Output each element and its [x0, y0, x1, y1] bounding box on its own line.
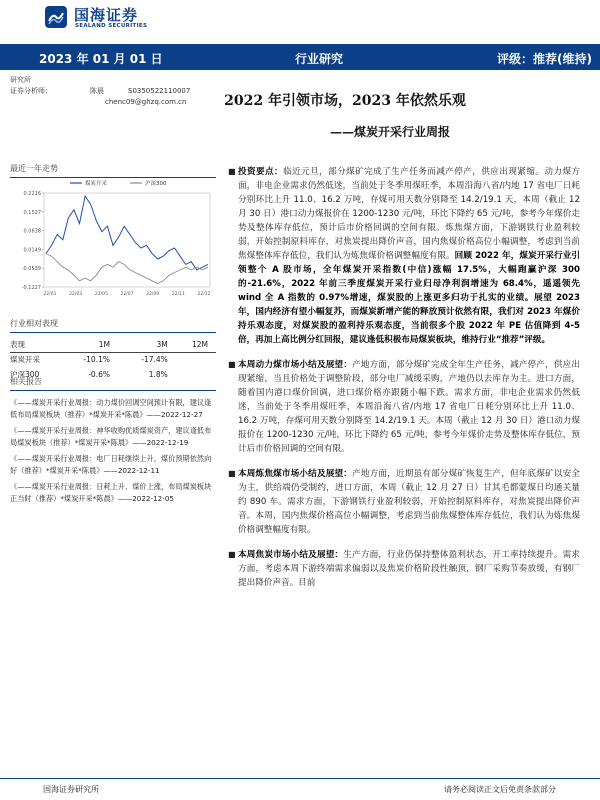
coke-summary — [228, 548, 580, 590]
chart-frame — [44, 193, 210, 287]
institute-label: 研究所 — [10, 76, 31, 84]
y-tick-label: -0.0539 — [21, 266, 41, 273]
performance-section-title: 行业相对表现 — [10, 318, 216, 333]
paragraph-bold-text: 回顾 2022 年，煤炭开采行业引领整个 A 股市场，全年煤炭开采指数(中信)涨幅 17.5%，大幅跑赢沪深 300 的-21.6%，2022 年前三季度煤炭开采行业归母净利润增速为 68.4%，遥遥领先 wind 全 A 指数的 0.97%增速，煤炭股的上涨更多归功于扎实的业绩。展望 2023 年，国内经济有望小幅复苏，而煤炭新增产能的释放预计依然有限，我们对 2023 年煤价持乐观态度，对煤炭股的盈利持乐观态度，当前很多个股 2022 年 PE 估值降到 4-5 倍，再加上高比例分红回报，建议逢低积极布局煤炭板块，维持行业“推荐”评级。 — [238, 251, 580, 345]
trend-section-title: 最近一年走势 — [10, 163, 216, 178]
analyst-id: S0350522110007 — [128, 87, 191, 95]
y-tick-label: 0.0838 — [23, 228, 41, 235]
cell-3m: 1.8% — [148, 370, 168, 379]
paragraph-label: 投资要点： — [238, 167, 284, 177]
company-logo — [44, 3, 174, 35]
analyst-label: 证券分析师： — [10, 87, 52, 95]
cell-1m: -0.6% — [88, 370, 110, 379]
analyst-name: 陈晨 — [90, 87, 104, 95]
paragraph-text: 产地方面，近期虽有部分煤矿恢复生产，但年底煤矿以安全为主，供给端仍受制约，进口方面，本周（截止 12 月 27 日）甘其毛都蒙煤日均通关量约 890 车。需求方面，下游钢铁行业盈利较弱，开始控制原料库存，对焦炭提出降价声音。本周，国内焦煤价格高位小幅调整，考虑到当前焦煤整体库存低位，我们认为炼焦煤价格调整幅度有限。 — [238, 469, 580, 535]
bullet-icon: ■ — [228, 167, 236, 176]
related-report-link[interactable]: 《——煤炭开采行业周报：动力煤价回调空间预计有限，建议逢低布局煤炭板块（推荐）*煤炭开采*陈晨》——2022-12-27 — [10, 398, 212, 419]
cell-12m — [176, 352, 216, 367]
coking-coal-summary — [228, 467, 580, 537]
paragraph-text: 产地方面，部分煤矿完成全年生产任务，减产停产，供应出现紧缩，当且价格处于调整阶段，部分电厂减缓采购，产地仍以去库存为主。进口方面，随着国内港口煤价回调，进口煤价格亦跟随小幅下跌。需求方面，非电企业需求仍然低迷，当前处于冬季用煤旺季，本周沿海八省/内地 17 省电厂日耗分别环比上升 11.0、16.2 万吨，存煤可用天数分别降至 14.2/19.1 天。本周（截止 12 月 30 日）港口动力煤报价在 1200-1230 元/吨，环比下降约 65 元/吨，参考今年煤价走势及整体库存低位，预计后市价格回调的空间有限。 — [238, 360, 580, 454]
logo-text-cn: 国海证券 — [74, 6, 139, 24]
y-tick-label: 0.1527 — [23, 209, 41, 216]
cell-3m: -17.4% — [141, 355, 168, 365]
report-rating: 评级：推荐(维持) — [497, 52, 592, 66]
related-report-link[interactable]: 《——煤炭开采行业周报：电厂日耗继续上升，煤价预期依然向好（推荐）*煤炭开采*陈晨》——2022-12-11 — [10, 454, 212, 475]
related-reports-list — [10, 397, 216, 505]
y-tick-label: 0.0149 — [23, 247, 41, 254]
performance-section — [10, 318, 216, 382]
bullet-icon: ■ — [228, 360, 236, 369]
table-row — [10, 352, 216, 367]
footer-disclaimer: 请务必阅读正文后免责条款部分 — [444, 785, 556, 794]
footer-institute: 国海证券研究所 — [43, 785, 99, 794]
report-title: 2022 年引领市场，2023 年依然乐观 — [224, 93, 466, 109]
legend-label: 煤炭开采 — [85, 181, 108, 187]
bullet-icon: ■ — [228, 469, 236, 478]
x-tick-label: 22/01 — [43, 292, 57, 297]
report-category: 行业研究 — [295, 52, 344, 66]
thermal-coal-summary — [228, 358, 580, 456]
series-line-coal — [46, 196, 208, 270]
page-footer — [0, 778, 600, 800]
col-header: 3M — [118, 337, 176, 352]
row-name: 沪深300 — [10, 370, 40, 379]
related-reports-title: 相关报告 — [10, 376, 216, 391]
x-tick-label: 22/09 — [146, 292, 160, 297]
related-report-link[interactable]: 《——煤炭开采行业周报：神华收购优质煤炭资产，建议逢低布局煤炭板块（推荐）*煤炭开采*陈晨》——2022-12-19 — [10, 426, 212, 447]
col-header: 1M — [60, 337, 118, 352]
related-reports-section — [10, 376, 216, 509]
analyst-email[interactable]: chenc09@ghzq.com.cn — [105, 98, 187, 106]
x-tick-label: 22/12 — [197, 292, 211, 297]
legend-label: 沪深300 — [145, 181, 167, 187]
header-band — [0, 44, 600, 70]
col-header: 表现 — [10, 337, 60, 352]
paragraph-label: 本周炼焦煤市场小结及展望： — [238, 469, 353, 479]
investment-highlights — [228, 165, 580, 347]
cell-1m: -10.1% — [83, 355, 110, 365]
performance-header-row — [10, 337, 216, 352]
series-line-hs300 — [46, 254, 208, 284]
y-tick-label: -0.1227 — [21, 285, 41, 291]
report-date: 2023 年 01 月 01 日 — [39, 52, 163, 66]
paragraph-label: 本周动力煤市场小结及展望： — [238, 360, 353, 370]
x-tick-label: 22/07 — [120, 292, 134, 297]
sealand-logo-icon — [44, 5, 68, 29]
row-name: 煤炭开采 — [10, 355, 40, 365]
y-tick-label: 0.2216 — [23, 191, 41, 197]
report-subtitle: ——煤炭开采行业周报 — [330, 125, 451, 139]
col-header: 12M — [176, 337, 216, 352]
trend-chart — [10, 175, 216, 303]
paragraph-text: 生产方面，行业仍保持整体盈利状态，开工率持续提升。需求方面，考虑本周下游终端需求偏弱以及焦炭价格阶段性触顶，钢厂采购节奏放缓，有钢厂提出降价声音。目前 — [238, 550, 580, 588]
trend-chart-svg — [10, 175, 216, 303]
main-content — [228, 165, 580, 597]
x-tick-label: 22/05 — [94, 292, 108, 297]
related-report-link[interactable]: 《——煤炭开采行业周报：日耗上升、煤价上涨，布局煤炭板块正当时（推荐）*煤炭开采*陈晨》——2022-12-05 — [10, 482, 212, 503]
logo-text-en: SEALAND SECURITIES — [75, 23, 148, 29]
paragraph-text: 临近元旦，部分煤矿完成了生产任务而减产停产，供应出现紧缩。动力煤方面，非电企业需求仍然低迷，当前处于冬季用煤旺季，本周沿海八省/内地 17 省电厂日耗分别环比上升 11.0、16.2 万吨，存煤可用天数分别降至 14.2/19.1 天，本周（截止 12 月 30 日）港口动力煤报价在 1200-1230 元/吨，环比下降约 65 元/吨，参考今年煤价走势及整体库存低位，预计后市价格回调的空间有限。炼焦煤方面，下游钢铁行业盈利较弱，开始控制原料库存，对焦炭提出降价声音，国内焦煤价格高位小幅调整，考虑到当前焦煤整体库存低位，我们认为炼焦煤价格调整幅度有限。 — [238, 167, 580, 261]
x-tick-label: 22/03 — [69, 292, 83, 297]
paragraph-label: 本周焦炭市场小结及展望： — [238, 550, 344, 560]
x-tick-label: 22/11 — [171, 292, 185, 297]
bullet-icon: ■ — [228, 550, 236, 559]
